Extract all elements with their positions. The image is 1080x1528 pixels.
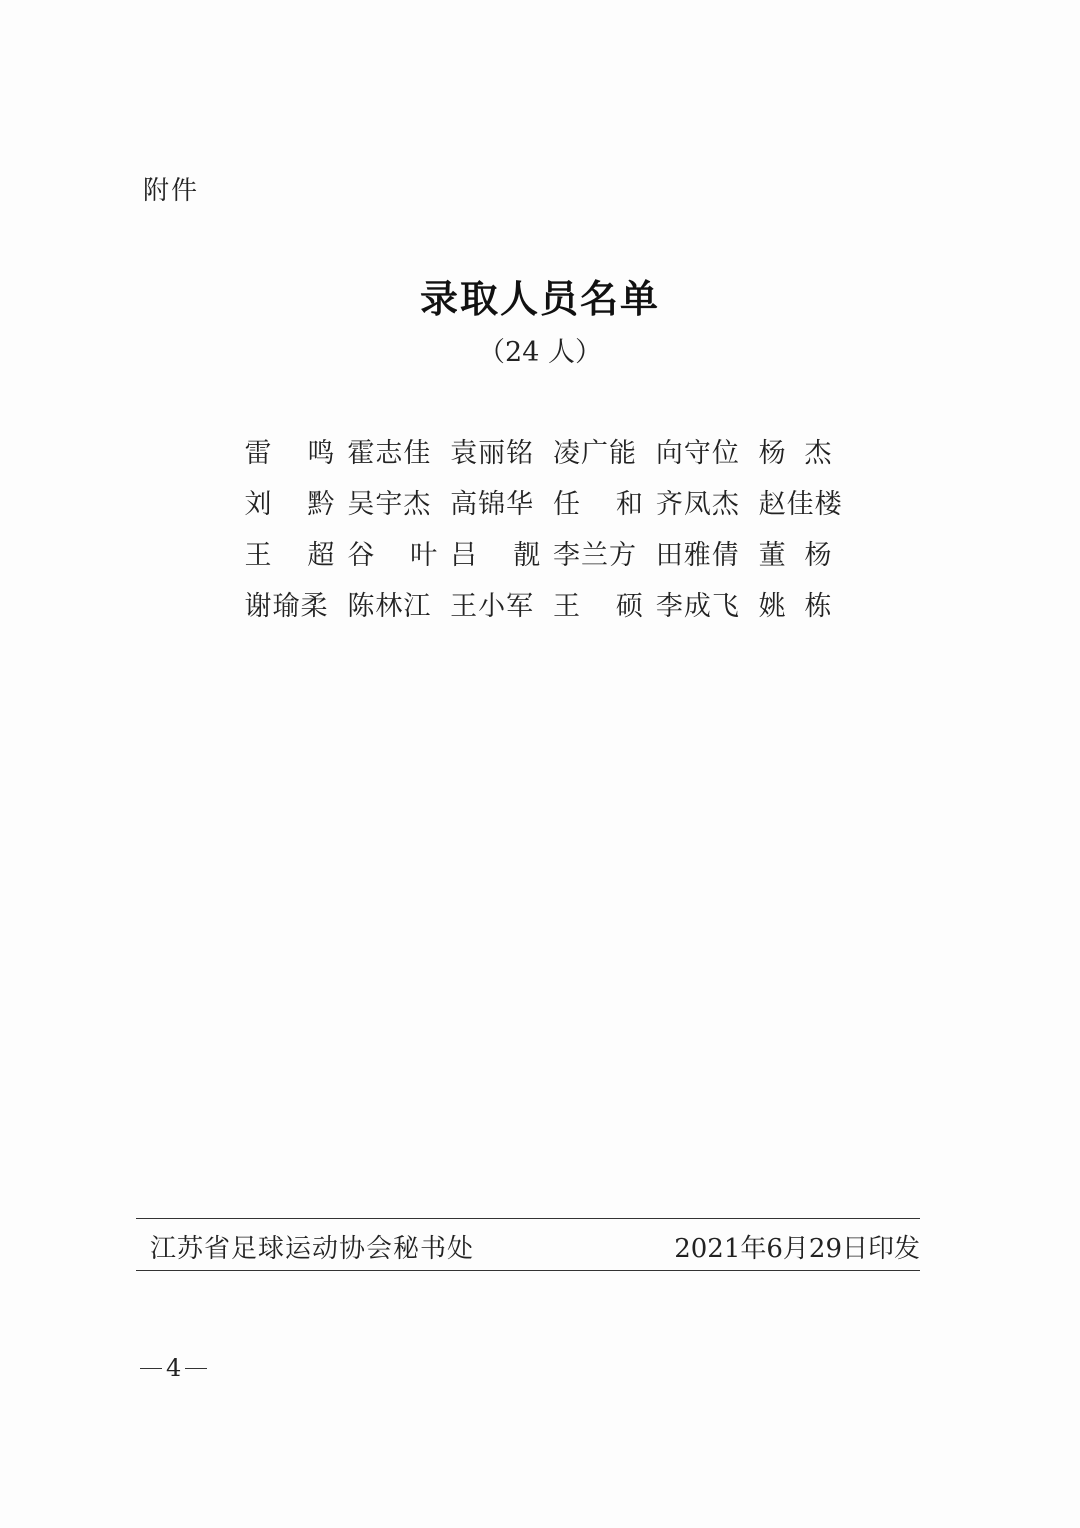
names-grid [244, 425, 844, 629]
name-char: 楼 [814, 489, 842, 520]
name-char: 守 [683, 438, 711, 469]
name-char: 叶 [410, 540, 438, 571]
name-entry [655, 578, 758, 629]
name-char: 志 [375, 438, 403, 469]
name-entry [450, 425, 553, 476]
name-char: 田 [655, 540, 683, 571]
name-char: 杨 [758, 438, 786, 469]
name-char: 超 [307, 540, 335, 571]
names-row [244, 476, 844, 527]
name-entry [552, 527, 655, 578]
page-number-dash-left [140, 1368, 162, 1369]
name-char: 王 [244, 540, 272, 571]
name-char: 王 [552, 591, 580, 622]
name-char: 雅 [683, 540, 711, 571]
name-char: 杰 [711, 489, 739, 520]
name-entry [553, 476, 656, 527]
name-entry [450, 527, 553, 578]
attachment-label: 附件 [143, 176, 200, 206]
name-char: 江 [403, 591, 431, 622]
name-entry [758, 425, 844, 476]
names-row [244, 578, 844, 629]
name-char: 广 [581, 438, 608, 469]
name-char: 霍 [347, 438, 375, 469]
name-char: 李 [552, 540, 580, 571]
name-char: 方 [608, 540, 636, 571]
name-char: 杨 [804, 540, 832, 571]
name-entry [655, 425, 758, 476]
name-char: 栋 [804, 591, 832, 622]
name-char: 杰 [804, 438, 832, 469]
footer-divider-bottom [136, 1270, 920, 1271]
name-entry [655, 527, 758, 578]
name-entry [552, 578, 655, 629]
name-char: 瑜 [272, 591, 300, 622]
name-char: 陈 [347, 591, 375, 622]
footer-issuer: 江苏省足球运动协会秘书处 [150, 1234, 475, 1264]
name-char: 凌 [553, 438, 580, 469]
footer-divider-top [136, 1218, 920, 1219]
name-char: 飞 [711, 591, 739, 622]
name-entry [244, 578, 347, 629]
name-char: 袁 [450, 438, 478, 469]
names-row [244, 425, 844, 476]
name-entry [347, 476, 450, 527]
name-char: 王 [450, 591, 478, 622]
name-char: 佳 [786, 489, 814, 520]
page-number-dash-right [185, 1368, 207, 1369]
footer-issue-date: 2021年6月29日印发 [674, 1234, 920, 1264]
name-char: 向 [655, 438, 683, 469]
name-entry [244, 476, 347, 527]
name-char: 姚 [758, 591, 786, 622]
name-char: 高 [450, 489, 478, 520]
name-char: 凤 [683, 489, 711, 520]
name-char: 董 [758, 540, 786, 571]
name-entry [450, 476, 553, 527]
name-char: 小 [478, 591, 506, 622]
name-entry [758, 527, 844, 578]
page-title: 录取人员名单 [419, 276, 660, 321]
name-char: 能 [609, 438, 636, 469]
name-char: 佳 [403, 438, 431, 469]
name-char: 华 [506, 489, 534, 520]
name-entry [758, 578, 844, 629]
name-char: 杰 [403, 489, 431, 520]
page-number-value: 4 [166, 1354, 182, 1382]
name-char: 赵 [758, 489, 786, 520]
name-char: 黔 [307, 489, 335, 520]
name-char: 靓 [512, 540, 540, 571]
name-char: 齐 [655, 489, 683, 520]
name-entry [244, 527, 347, 578]
name-char: 兰 [580, 540, 608, 571]
name-char: 倩 [711, 540, 739, 571]
name-char: 位 [711, 438, 739, 469]
name-entry [347, 578, 450, 629]
name-entry [758, 476, 844, 527]
name-char: 吕 [450, 540, 478, 571]
name-entry [347, 425, 450, 476]
name-entry [655, 476, 758, 527]
page-number [140, 1354, 207, 1382]
name-char: 军 [506, 591, 534, 622]
name-char: 雷 [244, 438, 272, 469]
name-entry [553, 425, 656, 476]
name-char: 林 [375, 591, 403, 622]
name-entry [347, 527, 450, 578]
name-char: 锦 [478, 489, 506, 520]
name-char: 和 [615, 489, 643, 520]
name-char: 吴 [347, 489, 375, 520]
name-entry [244, 425, 347, 476]
name-char: 刘 [244, 489, 272, 520]
name-entry [450, 578, 553, 629]
headcount-subtitle: （24 人） [478, 337, 602, 368]
name-char: 硕 [615, 591, 643, 622]
name-char: 李 [655, 591, 683, 622]
name-char: 铭 [506, 438, 534, 469]
name-char: 鸣 [307, 438, 335, 469]
names-row [244, 527, 844, 578]
name-char: 谢 [244, 591, 272, 622]
name-char: 柔 [300, 591, 328, 622]
name-char: 谷 [347, 540, 375, 571]
name-char: 任 [553, 489, 580, 520]
name-char: 宇 [375, 489, 403, 520]
name-char: 成 [683, 591, 711, 622]
name-char: 丽 [478, 438, 506, 469]
